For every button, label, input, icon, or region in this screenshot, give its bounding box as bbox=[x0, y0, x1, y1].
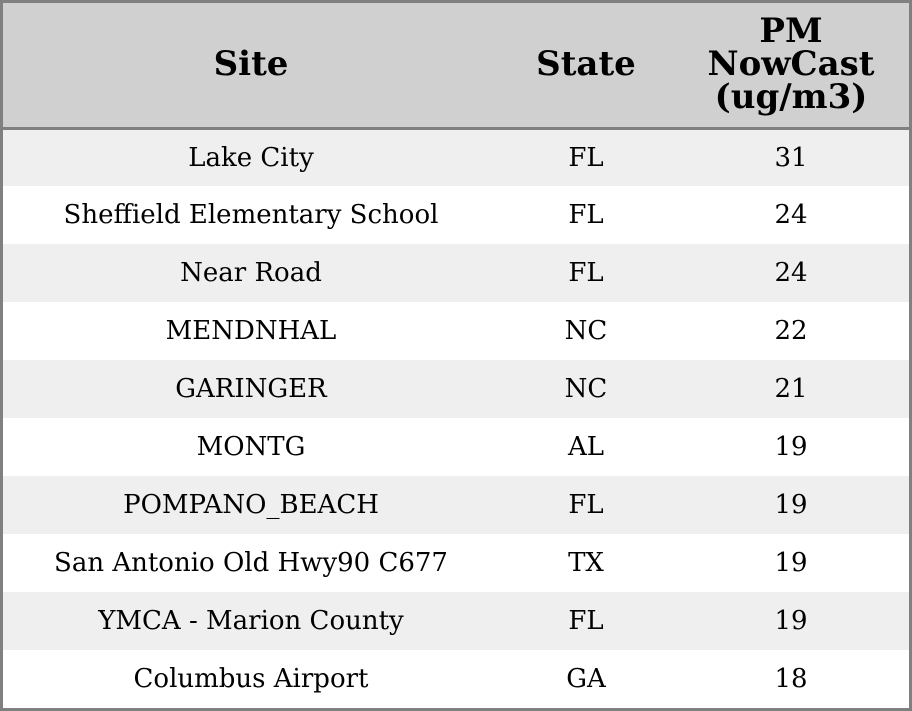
cell-site: Near Road bbox=[180, 258, 322, 288]
table-row bbox=[3, 476, 909, 534]
cell-pm: 24 bbox=[774, 258, 808, 288]
header-site bbox=[3, 3, 499, 128]
cell-site: Columbus Airport bbox=[133, 664, 369, 694]
table-row bbox=[3, 418, 909, 476]
header-pm-line-2: NowCast bbox=[707, 44, 875, 85]
cell-pm: 24 bbox=[774, 200, 808, 230]
cell-state: FL bbox=[568, 258, 604, 288]
cell-pm: 19 bbox=[774, 490, 808, 520]
table-row bbox=[3, 302, 909, 360]
table-row bbox=[3, 592, 909, 650]
table-header bbox=[3, 3, 909, 128]
cell-pm: 22 bbox=[774, 316, 808, 346]
cell-state: TX bbox=[568, 548, 604, 578]
cell-state: NC bbox=[564, 374, 608, 404]
cell-pm: 18 bbox=[774, 664, 808, 694]
cell-site: GARINGER bbox=[175, 374, 327, 404]
header-pm-line-3: (ug/m3) bbox=[714, 77, 868, 118]
cell-state: NC bbox=[564, 316, 608, 346]
cell-site: Sheffield Elementary School bbox=[63, 200, 439, 230]
cell-site: YMCA - Marion County bbox=[98, 606, 404, 636]
cell-site: MENDNHAL bbox=[165, 316, 337, 346]
cell-pm: 19 bbox=[774, 606, 808, 636]
table-body bbox=[3, 128, 909, 708]
cell-pm: 21 bbox=[774, 374, 808, 404]
header-site-line: Site bbox=[213, 44, 289, 85]
table-row bbox=[3, 534, 909, 592]
cell-state: GA bbox=[566, 664, 606, 694]
header-pm-line-1: PM bbox=[759, 11, 823, 52]
table-row bbox=[3, 650, 909, 708]
cell-pm: 19 bbox=[774, 432, 808, 462]
cell-state: FL bbox=[568, 606, 604, 636]
header-row bbox=[3, 3, 909, 128]
cell-site: POMPANO_BEACH bbox=[123, 490, 379, 520]
cell-site: Lake City bbox=[188, 142, 314, 173]
cell-state: FL bbox=[568, 490, 604, 520]
pm-table bbox=[3, 3, 909, 708]
cell-state: FL bbox=[568, 200, 604, 230]
cell-state: AL bbox=[567, 432, 605, 462]
header-state-line: State bbox=[536, 44, 636, 85]
table-row bbox=[3, 360, 909, 418]
header-state bbox=[499, 3, 673, 128]
table-row bbox=[3, 186, 909, 244]
cell-pm: 31 bbox=[774, 142, 808, 173]
cell-site: San Antonio Old Hwy90 C677 bbox=[54, 548, 448, 578]
cell-pm: 19 bbox=[774, 548, 808, 578]
cell-site: MONTG bbox=[196, 432, 306, 462]
table-row bbox=[3, 244, 909, 302]
table-row bbox=[3, 128, 909, 186]
header-pm bbox=[673, 3, 909, 128]
cell-state: FL bbox=[568, 142, 604, 173]
